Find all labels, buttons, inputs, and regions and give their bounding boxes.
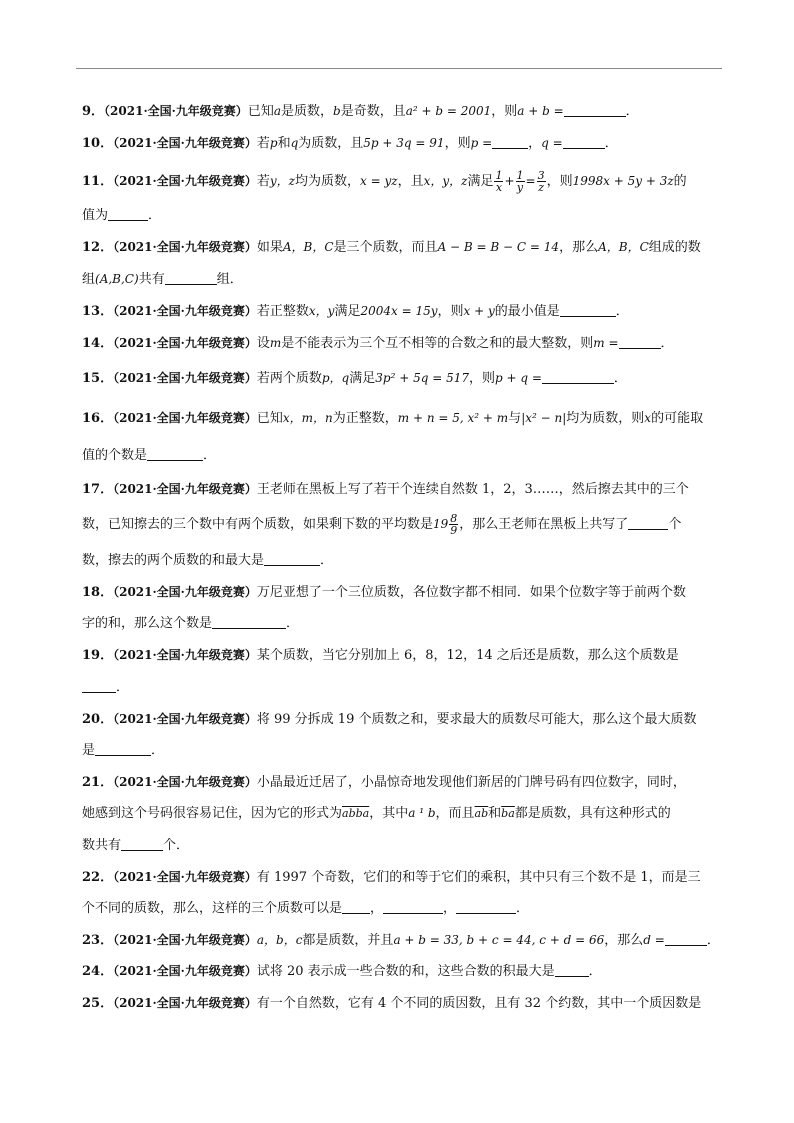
math-expression: b (333, 104, 341, 118)
question-text: 的 (673, 174, 687, 189)
source-tag: （2021·全国·九年级竞赛） (113, 870, 257, 884)
question-text: 组成的数 (648, 240, 701, 255)
question-text: ，则 (437, 304, 464, 319)
question-text: ，则 (468, 371, 495, 386)
math-expression: p + q = (495, 371, 542, 385)
question-11-line-2 (82, 208, 724, 223)
question-text: ． (615, 304, 629, 319)
question-text: 都是质数，具有这种形式的 (514, 806, 671, 821)
question-12 (82, 240, 724, 255)
question-17-line-3 (82, 553, 724, 568)
question-number: 13． (82, 304, 114, 319)
question-text: 是质数， (280, 104, 333, 119)
question-text: 个 (668, 517, 682, 532)
math-expression: a + b = 33, b + c = 44, c + d = 66 (393, 933, 605, 947)
question-text: 王老师在黑板上写了若干个连续自然数 1，2，3……，然后擦去其中的三个 (256, 482, 689, 497)
question-text: 是 (82, 743, 96, 758)
source-tag: （2021·全国·九年级竞赛） (113, 712, 257, 726)
question-22-line-2 (82, 901, 724, 916)
question-text: ． (660, 336, 674, 351)
math-expression: |x² − n| (521, 411, 567, 425)
fraction-denominator: 9 (450, 524, 458, 537)
answer-blank[interactable] (665, 933, 707, 946)
question-text: ． (320, 553, 334, 568)
question-text: 满足 (334, 304, 361, 319)
answer-blank[interactable] (564, 104, 626, 117)
question-16-line-2 (82, 448, 724, 463)
answer-blank[interactable] (619, 336, 661, 349)
source-tag: （2021·全国·九年级竞赛） (113, 933, 257, 947)
math-expression: d = (643, 933, 665, 947)
question-number: 11． (82, 174, 114, 189)
question-number: 12． (82, 240, 114, 255)
math-expression: a + b = (517, 104, 564, 118)
math-expression: 3p² + 5q = 517 (375, 371, 469, 385)
question-text: 某个质数，当它分别加上 6，8，12，14 之后还是质数，那么这个质数是 (256, 648, 679, 663)
question-text: 为正整数， (332, 411, 398, 426)
math-expression: x + y (463, 304, 495, 318)
question-text: 若 (256, 174, 270, 189)
question-text: ，其中 (369, 806, 409, 821)
math-expression: p (269, 136, 278, 150)
math-expression: A，B，C (282, 240, 334, 254)
question-24 (82, 964, 724, 979)
header-rule (76, 68, 722, 69)
question-text: ，且 (397, 174, 424, 189)
question-text: 和 (488, 806, 502, 821)
question-text: ，那么 (559, 240, 599, 255)
question-text: 与 (508, 411, 522, 426)
answer-blank[interactable] (560, 304, 616, 317)
question-number: 18． (82, 585, 114, 600)
math-expression: m (269, 336, 282, 350)
question-9 (82, 104, 724, 119)
math-expression: 2004x = 15y (360, 304, 438, 318)
answer-blank[interactable] (82, 680, 116, 693)
question-text: 万尼亚想了一个三位质数，各位数字都不相同．如果个位数字等于前两个数 (256, 585, 686, 600)
math-expression: x，m，n (282, 411, 333, 425)
question-number: 16． (82, 411, 114, 426)
source-tag: （2021·全国·九年级竞赛） (113, 648, 257, 662)
question-text: ． (286, 616, 300, 631)
fraction-numerator: 8 (450, 513, 458, 525)
answer-blank[interactable] (95, 743, 151, 756)
question-text: 已知 (256, 411, 283, 426)
question-text: ． (516, 901, 530, 916)
question-25 (82, 996, 724, 1011)
source-tag: （2021·全国·九年级竞赛） (113, 136, 257, 150)
question-text: 将 99 分拆成 19 个质数之和，要求最大的质数尽可能大，那么这个最大质数 (256, 712, 697, 727)
question-number: 19． (82, 648, 114, 663)
question-text: 的可能取 (651, 411, 704, 426)
question-text: ． (625, 104, 639, 119)
question-text: 满足 (467, 174, 494, 189)
answer-blank[interactable] (383, 901, 443, 914)
question-text: 组． (216, 272, 243, 287)
question-number: 10． (82, 136, 114, 151)
answer-blank[interactable] (492, 136, 528, 149)
question-text: ． (588, 964, 602, 979)
answer-blank[interactable] (456, 901, 516, 914)
question-text: 小晶最近迁居了，小晶惊奇地发现他们新居的门牌号码有四位数字，同时， (256, 775, 686, 790)
math-expression: x = yz (360, 174, 398, 188)
question-text: 设 (256, 336, 270, 351)
question-text: 值为 (82, 208, 109, 223)
question-text: ，那么王老师在黑板上共写了 (459, 517, 629, 532)
source-tag: （2021·全国·九年级竞赛） (113, 174, 257, 188)
source-tag: （2021·全国·九年级竞赛） (113, 411, 257, 425)
source-tag: （2021·全国·九年级竞赛） (104, 104, 248, 118)
answer-blank[interactable] (264, 553, 320, 566)
question-number: 17． (82, 482, 114, 497)
source-tag: （2021·全国·九年级竞赛） (113, 996, 257, 1010)
question-text: 个． (163, 838, 190, 853)
question-text: 数，擦去的两个质数的和最大是 (82, 553, 265, 568)
fraction-denominator: z (538, 181, 544, 194)
math-expression: abba (342, 807, 370, 820)
fraction-numerator: 3 (537, 170, 545, 182)
math-expression: q (290, 136, 299, 150)
question-number: 24． (82, 964, 114, 979)
math-expression: p = (470, 136, 493, 150)
question-text: ． (151, 743, 165, 758)
math-expression: x，y (308, 304, 335, 318)
math-expression: 1998x + 5y + 3z (572, 174, 674, 188)
question-17-line-2 (82, 513, 724, 539)
math-expression: $\overline{ba}$ (501, 807, 515, 820)
answer-blank[interactable] (108, 208, 148, 221)
math-expression: $\overline{ab}$ (474, 807, 489, 820)
question-number: 23． (82, 933, 114, 948)
question-text: ． (706, 933, 720, 948)
question-text: ． (613, 371, 627, 386)
question-text: 值的个数是 (82, 448, 148, 463)
question-text: ， (370, 901, 384, 916)
question-text: ． (203, 448, 217, 463)
question-text: 试将 20 表示成一些合数的和，这些合数的积最大是 (256, 964, 555, 979)
question-12-line-2 (82, 272, 724, 287)
math-expression: y，z (269, 174, 295, 188)
fraction (494, 170, 503, 193)
question-number: 15． (82, 371, 114, 386)
math-expression: a² + b = 2001 (405, 104, 492, 118)
question-number: 14． (82, 336, 114, 351)
question-text: 和 (277, 136, 291, 151)
question-17 (82, 482, 724, 497)
fraction (449, 513, 458, 536)
answer-blank[interactable] (147, 448, 203, 461)
fraction (537, 170, 546, 193)
question-text: 个不同的质数，那么，这样的三个质数可以是 (82, 901, 343, 916)
question-text: ． (604, 136, 618, 151)
question-text: 数，已知擦去的三个数中有两个质数，如果剩下数的平均数是 (82, 517, 434, 532)
source-tag: （2021·全国·九年级竞赛） (113, 964, 257, 978)
question-number: 22． (82, 870, 114, 885)
math-expression: q = (541, 136, 563, 150)
math-expression: p，q (321, 371, 350, 385)
question-21-line-3 (82, 838, 724, 853)
answer-blank[interactable] (542, 371, 614, 384)
question-21-line-2 (82, 806, 724, 821)
question-number: 9． (82, 104, 105, 119)
question-text: 已知 (247, 104, 274, 119)
question-text: 她感到这个号码很容易记住，因为它的形式为 (82, 806, 343, 821)
fraction-numerator: 1 (495, 170, 503, 182)
question-text: 有 1997 个奇数，它们的和等于它们的乘积，其中只有三个数不是 1，而是三 (256, 870, 701, 885)
source-tag: （2021·全国·九年级竞赛） (113, 371, 257, 385)
answer-blank[interactable] (555, 964, 589, 977)
question-11 (82, 170, 724, 194)
question-text: 组 (82, 272, 96, 287)
question-21 (82, 775, 724, 790)
question-text: ，而且 (435, 806, 475, 821)
fraction-denominator: x (495, 181, 503, 194)
question-text: ，则 (444, 136, 471, 151)
question-number: 21． (82, 775, 114, 790)
question-14 (82, 336, 724, 351)
answer-blank[interactable] (628, 517, 668, 530)
question-text: ． (148, 208, 162, 223)
source-tag: （2021·全国·九年级竞赛） (113, 304, 257, 318)
question-text: 是奇数，且 (340, 104, 406, 119)
question-text: 若两个质数 (256, 371, 322, 386)
math-expression: A − B = B − C = 14 (437, 240, 560, 254)
answer-blank[interactable] (212, 616, 286, 629)
math-expression: a，b，c (256, 933, 303, 947)
math-expression: A，B，C (598, 240, 649, 254)
question-20 (82, 712, 724, 727)
question-18 (82, 585, 724, 600)
question-number: 20． (82, 712, 114, 727)
question-19 (82, 648, 724, 663)
math-expression: x (644, 411, 652, 425)
math-expression: x，y，z (423, 174, 468, 188)
answer-blank[interactable] (165, 272, 217, 285)
math-expression: (A,B,C) (95, 272, 139, 286)
math-expression: + (504, 174, 515, 188)
question-13 (82, 304, 724, 319)
question-10 (82, 136, 724, 151)
source-tag: （2021·全国·九年级竞赛） (113, 482, 257, 496)
question-text: 是不能表示为三个互不相等的合数之和的最大整数，则 (281, 336, 594, 351)
source-tag: （2021·全国·九年级竞赛） (113, 336, 257, 350)
source-tag: （2021·全国·九年级竞赛） (113, 240, 257, 254)
answer-blank[interactable] (121, 838, 163, 851)
source-tag: （2021·全国·九年级竞赛） (113, 775, 257, 789)
question-text: 均为质数， (294, 174, 360, 189)
question-15 (82, 371, 724, 386)
fraction-numerator: 1 (516, 170, 524, 182)
math-expression: 19 (433, 517, 449, 531)
question-text: 如果 (256, 240, 283, 255)
question-text: 为质数，且 (298, 136, 364, 151)
question-text: ，那么 (604, 933, 644, 948)
question-19-line-2 (82, 680, 724, 695)
question-text: 若 (256, 136, 270, 151)
question-text: ，则 (491, 104, 518, 119)
question-text: 共有 (138, 272, 165, 287)
question-23 (82, 933, 724, 948)
question-text: 均为质数，则 (566, 411, 645, 426)
math-expression: = (525, 174, 536, 188)
fraction (516, 170, 525, 193)
question-18-line-2 (82, 616, 724, 631)
question-text: ， (528, 136, 542, 151)
question-text: 都是质数，并且 (302, 933, 394, 948)
math-expression: 5p + 3q = 91 (363, 136, 445, 150)
question-text: 满足 (349, 371, 376, 386)
answer-blank[interactable] (563, 136, 605, 149)
fraction-denominator: y (516, 181, 524, 194)
question-text: 有一个自然数，它有 4 个不同的质因数，且有 32 个约数，其中一个质因数是 (256, 996, 702, 1011)
question-16 (82, 411, 724, 426)
question-text: ． (116, 680, 130, 695)
question-text: 数共有 (82, 838, 122, 853)
question-text: 是三个质数，而且 (333, 240, 438, 255)
question-text: ， (443, 901, 457, 916)
question-text: 的最小值是 (494, 304, 560, 319)
answer-blank[interactable] (342, 901, 370, 914)
math-expression: m + n = 5, x² + m (397, 411, 509, 425)
math-expression: m = (593, 336, 619, 350)
question-text: 字的和，那么这个数是 (82, 616, 213, 631)
question-20-line-2 (82, 743, 724, 758)
question-number: 25． (82, 996, 114, 1011)
question-text: 若正整数 (256, 304, 309, 319)
math-expression: a ¹ b (408, 806, 436, 820)
source-tag: （2021·全国·九年级竞赛） (113, 585, 257, 599)
question-text: ，则 (546, 174, 573, 189)
question-22 (82, 870, 724, 885)
math-expression: a (273, 104, 281, 118)
